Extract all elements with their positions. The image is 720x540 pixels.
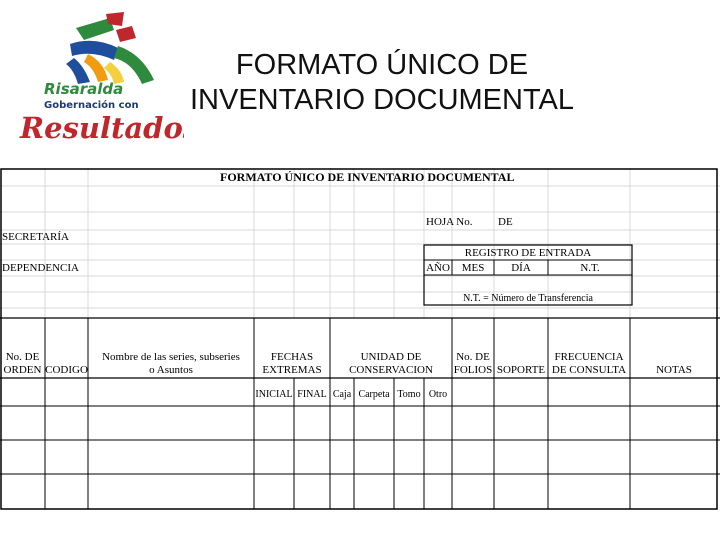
subheader-carpeta: Carpeta <box>358 389 390 400</box>
registro-ano: AÑO <box>426 262 450 274</box>
subheader-inicial: INICIAL <box>255 389 293 400</box>
slide-title-line1: FORMATO ÚNICO DE <box>235 49 529 81</box>
subheader-otro: Otro <box>428 389 448 400</box>
slide-title <box>182 48 582 118</box>
header-nombre: Nombre de las series, subseries o Asuntos <box>102 351 240 376</box>
header-folios: No. DE FOLIOS <box>453 351 493 376</box>
logo-line2: Gobernación con <box>44 100 139 111</box>
registro-nt: N.T. <box>580 262 600 274</box>
subheader-final: FINAL <box>297 389 327 400</box>
registro-note: N.T. = Número de Transferencia <box>463 293 593 304</box>
de-label: DE <box>498 216 513 228</box>
logo-line3: Resultados <box>20 111 184 145</box>
registro-mes: MES <box>461 262 485 274</box>
header-soporte: SOPORTE <box>496 364 546 376</box>
subheader-tomo: Tomo <box>397 389 421 400</box>
registro-title: REGISTRO DE ENTRADA <box>464 247 592 259</box>
slide-title-line2: INVENTARIO DOCUMENTAL <box>189 84 574 116</box>
header-no-orden: No. DE ORDEN <box>3 351 42 376</box>
header-codigo: CODIGO <box>45 364 88 376</box>
header-notas: NOTAS <box>656 364 692 376</box>
registro-dia: DÍA <box>511 262 531 274</box>
risaralda-logo <box>14 10 184 150</box>
inventory-form <box>0 168 720 513</box>
form-grid <box>0 168 720 513</box>
logo-line1: Risaralda <box>44 80 124 98</box>
header-frecuencia: FRECUENCIA DE CONSULTA <box>551 351 627 376</box>
hoja-label: HOJA No. <box>426 216 473 228</box>
dependencia-label: DEPENDENCIA <box>2 262 79 274</box>
header-fechas: FECHAS EXTREMAS <box>262 351 322 376</box>
secretaria-label: SECRETARÍA <box>2 231 69 243</box>
form-title: FORMATO ÚNICO DE INVENTARIO DOCUMENTAL <box>220 170 515 184</box>
header-unidad: UNIDAD DE CONSERVACION <box>349 351 433 376</box>
subheader-caja: Caja <box>332 389 352 400</box>
